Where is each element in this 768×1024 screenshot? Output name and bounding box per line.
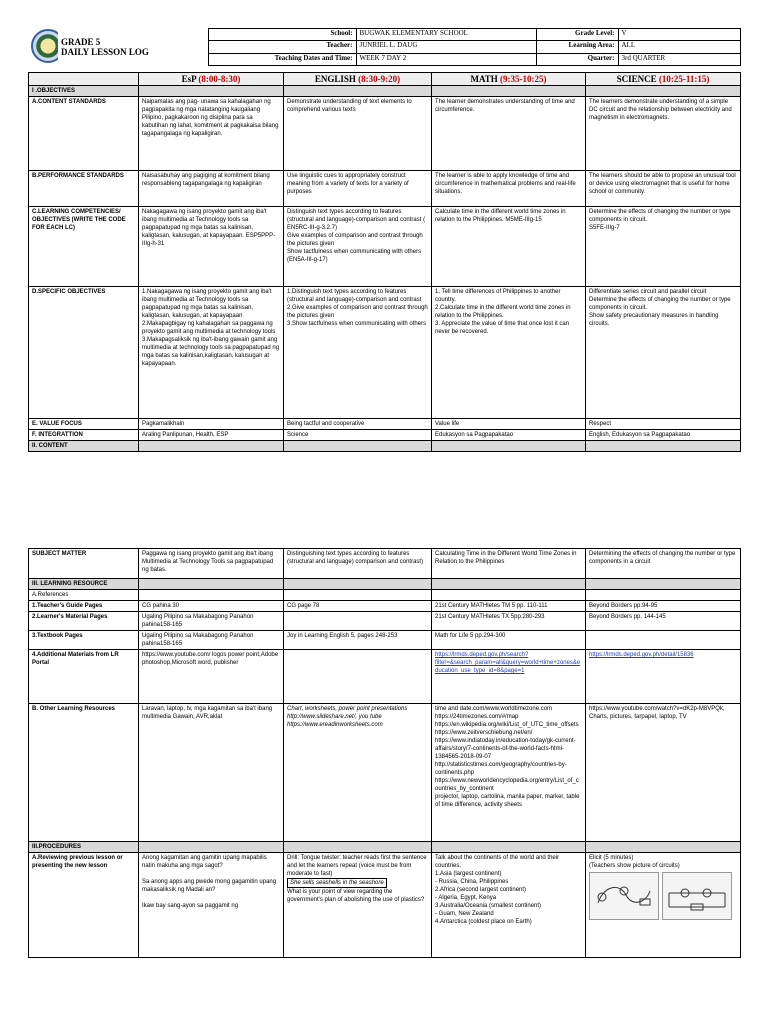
cell: 1. Tell time differences of Philippines to another country. 2.Calculate time in the different world time zones in relation to the Philippines. 3. Appreciate the value of time that once lost it can never be recovered. (432, 287, 586, 419)
cell: Demonstrate understanding of text elements to comprehend various texts (284, 97, 432, 171)
objectives-table (28, 72, 741, 452)
row-integration (29, 430, 741, 441)
cell: Value life (432, 419, 586, 430)
row-label: C.LEARNING COMPETENCIES/ OBJECTIVES (WRITE THE CODE FOR EACH LC) (29, 207, 139, 287)
cell: Beyond Borders pp.94-95 (586, 601, 741, 612)
row-subject-matter (29, 549, 741, 579)
row-specific-objectives (29, 287, 741, 419)
quarter-label: Quarter: (536, 53, 618, 65)
grade-level-value: V (618, 29, 740, 41)
cell: Naisasabuhay ang pagiging at komitment bilang responsableng tagapangalaga ng kapaligiran (139, 171, 284, 207)
dates-value: WEEK 7 DAY 2 (356, 53, 536, 65)
row-content-standards (29, 97, 741, 171)
section-objectives (29, 86, 741, 97)
school-value: BUGWAK ELEMENTARY SCHOOL (356, 29, 536, 41)
youtube-link[interactable]: https://www.youtube.com/watch?v=dK2p-M8VPQk, Charts, pictures, tarpapel, laptop, TV (586, 704, 741, 842)
row-label: A.CONTENT STANDARDS (29, 97, 139, 171)
cell: Ugaling Pilipino sa Makabagong Panahon pahina158-165 (139, 612, 284, 631)
row-label: D.SPECIFIC OBJECTIVES (29, 287, 139, 419)
log-title-block (58, 29, 208, 66)
cell: Laravan, laptop, tv, mga kagamitan sa iba't ibang multimedia Gawain, AVR,aklat (139, 704, 284, 842)
cell: Anong kagamitan ang gamitin upang mapabilis natin makuha ang mga sagot? Sa anong apps ang pwede mong gagamitin upang makasaliksik ng Madali an? Ikaw bay sang-ayon sa paggamit ng (139, 853, 284, 958)
cell: Edukasyon sa Pagpapakatao (432, 430, 586, 441)
row-textbook (29, 631, 741, 650)
grade-title: GRADE 5 (61, 37, 101, 47)
subject-english: ENGLISH (8:30-9:20) (284, 73, 432, 86)
row-additional-materials (29, 650, 741, 704)
cell: Science (284, 430, 432, 441)
row-competencies (29, 207, 741, 287)
cell: Talk about the continents of the world and their countries. 1.Asia (largest continent) - Russia, China, Philippines 2.Africa (second largest continent) - Algeria, Egypt, Kenya 3.Australia/Oceania (smallest continent) - Guam, New Zealand 4.Antarctica (coldest place on Earth) (432, 853, 586, 958)
cell: Use linguistic cues to appropriately construct meaning from a variety of texts for a variety of purposes (284, 171, 432, 207)
quarter-value: 3rd QUARTER (618, 53, 740, 65)
row-learners-material (29, 612, 741, 631)
cell: 21st Century MATHletes TX 5pp.280-293 (432, 612, 586, 631)
cell: The learners should be able to propose an unusual tool or device using electromagnet that is useful for home school or community. (586, 171, 741, 207)
resources-table (28, 548, 741, 958)
section-learning-resource (29, 579, 741, 590)
cell (284, 650, 432, 704)
lr-portal-link[interactable]: https://lrmds.deped.gov.ph/search?filter=&search_param=all&query=world+time+zones&education_use_type_id=8&page=1 (432, 650, 586, 704)
row-label: SUBJECT MATTER (29, 549, 139, 579)
section-label: III. LEARNING RESOURCE (29, 579, 139, 590)
cell: Paggawa ng isang proyekto gamit ang iba't ibang Multimedia at Technology Tools sa pagpapatupad ng batas. (139, 549, 284, 579)
circuit-pictures (589, 872, 737, 920)
cell: 1.Nakagagawa ng isang proyekto gamit ang iba't ibang multimedia at Technology tools sa pagpapatupad ng mga batas sa kalinisan, kaligtasan, kalusugan, at kapayapaan 2.Makapagbigay ng kahalagahan sa paggawa ng proyekto gamit ang multimedia at technology tools 3.Makapagsaliksik ng iba't-ibang gawain gamit ang multimedia at technology tools sa pagpapatupad ng mga batas sa kalinisan,kaligtasan, kalusugan at kapayapaan. (139, 287, 284, 419)
cell: CG page 78 (284, 601, 432, 612)
header-table (28, 28, 741, 66)
cell (586, 631, 741, 650)
subject-header-row (29, 73, 741, 86)
cell: Determining the effects of changing the number or type components in a circuit (586, 549, 741, 579)
tongue-twister: She sells seashells in the seashore (287, 878, 387, 888)
cell: Nakagagawa ng isang proyekto gamit ang iba't ibang multimedia at Technology tools sa pagpapatupad ng mga batas sa kalinisan, kaligtasan, kalusugan, at kapayapaan. ESP5PPP-IIIg-h-31 (139, 207, 284, 287)
cell: Ugaling Pilipino sa Makabagong Panahon pahina158-165 (139, 631, 284, 650)
row-label: B.PERFORMANCE STANDARDS (29, 171, 139, 207)
english-question: What is your point of view regarding the government's plan of abolishing the use of plastics? (287, 889, 425, 903)
cell: The learner is able to apply knowledge of time and circumference in mathematical problems and real-life situations. (432, 171, 586, 207)
subject-math: MATH (9:35-10:25) (432, 73, 586, 86)
learning-area-value: ALL (618, 41, 740, 53)
row-label: E. VALUE FOCUS (29, 419, 139, 430)
deped-seal-icon (31, 29, 58, 63)
row-value-focus (29, 419, 741, 430)
deped-logo (28, 29, 58, 66)
cell: 1.Distinguish text types according to features (structural and language)-comparison and contrast 2.Give examples of comparison and contrast through the pictures given 3.Show tactfulness when communicating with others (284, 287, 432, 419)
row-label: A.Reviewing previous lesson or presenting the new lesson (29, 853, 139, 958)
cell: Distinguish text types according to features (structural and language)-comparison and contrast ( EN5RC-III-g-3.2.7) Give examples of comparison and contrast through the pictures given Show tactfulness when communicating with others (EN5A-III-g-17) (284, 207, 432, 287)
blank-corner (29, 73, 139, 86)
teacher-value: JUNRIEL L. DAUG (356, 41, 536, 53)
cell: Beyond Borders pp. 144-145 (586, 612, 741, 631)
row-label: B. Other Learning Resources (29, 704, 139, 842)
cell: The learner demonstrates understanding of time and circumference. (432, 97, 586, 171)
cell (284, 612, 432, 631)
section-label: I .OBJECTIVES (29, 86, 139, 97)
dates-label: Teaching Dates and Time: (208, 53, 356, 65)
row-label: F. INTEGRATTION (29, 430, 139, 441)
cell: Calculating Time in the Different World Time Zones in Relation to the Philippines (432, 549, 586, 579)
cell: Being tactful and cooperative (284, 419, 432, 430)
learning-area-label: Learning Area: (536, 41, 618, 53)
log-title: DAILY LESSON LOG (61, 47, 149, 57)
row-label: 1.Teacher's Guide Pages (29, 601, 139, 612)
cell: Pagkamalikhain (139, 419, 284, 430)
cell: time and date.com/www.worldtimezone.com https://24timezones.com/#/map https://en.wikipedia.org/wiki/List_of_UTC_time_offsets https://www.zeitverschiebung.net/en/ https://www.indiatoday.in/education-today/gk-current-affairs/story/7-continents-of-the-world-facts-html-1384565-2018-09-07 http://statisticstimes.com/geography/countries-by-continents.php https://www.newworldencyclopedia.org/entry/List_of_countries_by_continent projector, laptop, cartolina, manila paper, marker, table of time difference, activity sheets (432, 704, 586, 842)
grade-level-label: Grade Level: (536, 29, 618, 41)
section-label: III.PROCEDURES (29, 842, 139, 853)
subject-science: SCIENCE (10:25-11:15) (586, 73, 741, 86)
row-references (29, 590, 741, 601)
cell: https://www.youtube.com/ logos power point,Adobe photoshop,Microsoft word, publisher (139, 650, 284, 704)
lr-portal-link[interactable]: https://lrmds.deped.gov.ph/detail/15836 (586, 650, 741, 704)
drill-text: Drill: Tongue twister: teacher reads first the sentence and let the learners repeat (voice must be from moderate to fast) (287, 855, 427, 877)
elicit-text: Elicit (5 minutes) (Teachers show picture of circuits) (589, 855, 680, 869)
cell: Math for Life 5 pp.294-300 (432, 631, 586, 650)
row-label: 4.Additional Materials from LR Portal (29, 650, 139, 704)
cell: Calculate time in the different world time zones in relation to the Philippines. M5ME-IIIg-15 (432, 207, 586, 287)
cell: The learners demonstrate understanding of a simple DC circuit and the relationship between electricity and magnetism in electromagnets. (586, 97, 741, 171)
circuit-picture-icon (589, 872, 659, 920)
row-reviewing (29, 853, 741, 958)
subject-esp: EsP (8:00-8:30) (139, 73, 284, 86)
cell: Chart, worksheets, power point presentations http://www.slideshare.net/, you tube https://www.ereadinworksheets.com (284, 704, 432, 842)
section-label: II. CONTENT (29, 441, 139, 452)
cell (284, 853, 432, 958)
cell: Naipamalas ang pag- unawa sa kahalagahan ng pagpapakita ng mga natatanging kaugaliang Pilipino, pagkakaroon ng disiplina para sa kabutihan ng lahat, komitment at pagkakaisa bilang tagapangalaga ng kapaligiran. (139, 97, 284, 171)
teacher-label: Teacher: (208, 41, 356, 53)
cell: Distinguishing text types according to features (structural and language) comparison and contrast) (284, 549, 432, 579)
cell: Differentiate series circuit and parallel circuit Determine the effects of changing the number or type components in circuit. Show safety precautionary measures in handling circuits. (586, 287, 741, 419)
circuit-picture-icon (662, 872, 732, 920)
row-label: 2.Learner's Material Pages (29, 612, 139, 631)
cell: Determine the effects of changing the number or type components in circuit. S5FE-IIIg-7 (586, 207, 741, 287)
cell: Joy in Learning English 5, pages 248-253 (284, 631, 432, 650)
row-teachers-guide (29, 601, 741, 612)
lesson-log-page (28, 28, 740, 958)
section-content (29, 441, 741, 452)
row-label: 3.Textbook Pages (29, 631, 139, 650)
cell: CG pahina 30 (139, 601, 284, 612)
cell: Respect (586, 419, 741, 430)
school-label: School: (208, 29, 356, 41)
cell: 21st Century MATHletes TM 5 pp. 110-111 (432, 601, 586, 612)
section-procedures (29, 842, 741, 853)
row-other-resources (29, 704, 741, 842)
cell: Araling Panlipunan, Health, ESP (139, 430, 284, 441)
row-label: A.References (29, 590, 139, 601)
cell: English, Edukasyon sa Pagpapakatao (586, 430, 741, 441)
row-performance-standards (29, 171, 741, 207)
cell (586, 853, 741, 958)
